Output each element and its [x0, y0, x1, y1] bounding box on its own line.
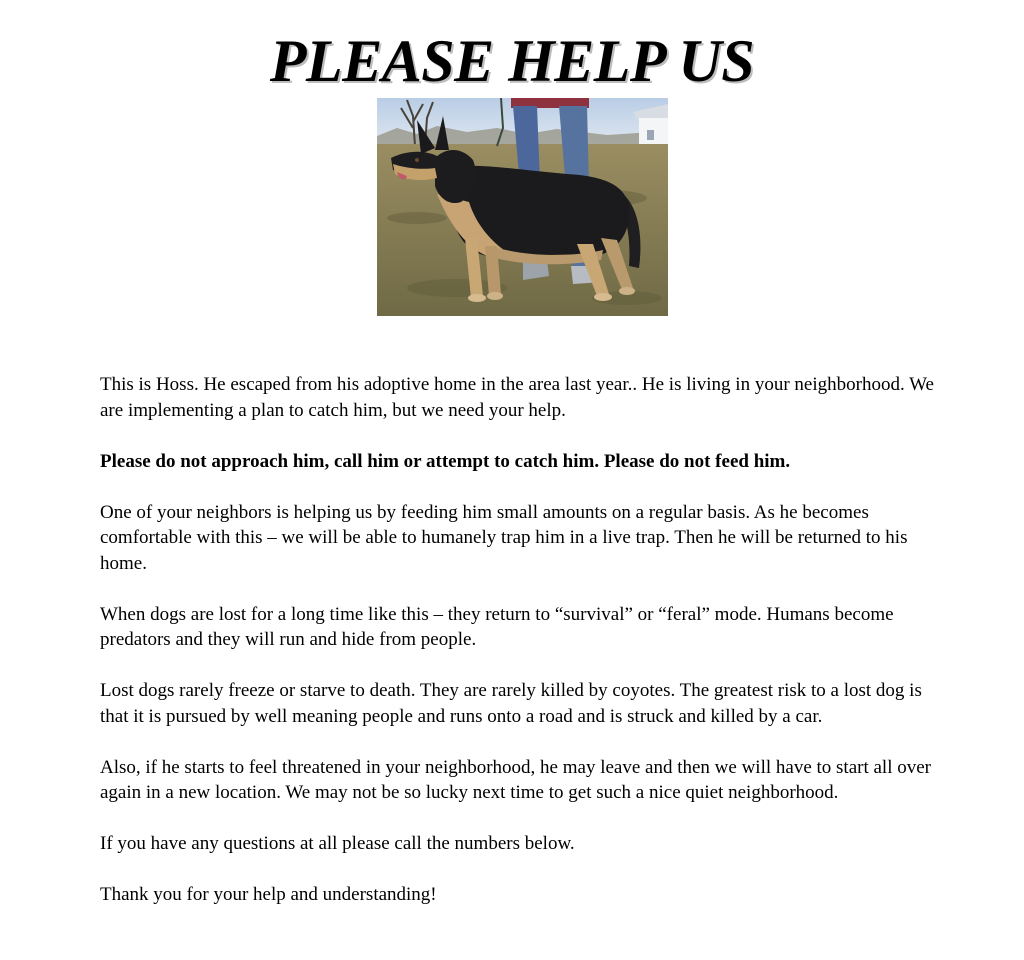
paragraph-feral: When dogs are lost for a long time like this – they return to “survival” or “feral” mode. Humans become predators and they will run and hide from people. — [100, 603, 894, 650]
paragraph-intro: This is Hoss. He escaped from his adoptive home in the area last year.. He is living in your neighborhood. We are implementing a plan to catch him, but we need your help. — [100, 374, 934, 421]
flyer-title: PLEASE HELP US — [269, 28, 755, 94]
paragraph-plan: One of your neighbors is helping us by feeding him small amounts on a regular basis. As he becomes comfortable with this – we will be able to humanely trap him in a live trap. Then he will be returned to his home. — [100, 501, 908, 574]
paragraph-risk: Lost dogs rarely freeze or starve to death. They are rarely killed by coyotes. The greatest risk to a lost dog is that it is pursued by well meaning people and runs onto a road and is struck and killed by a car. — [100, 680, 922, 727]
dog-photo — [377, 98, 668, 316]
paragraph-questions: If you have any questions at all please call the numbers below. — [100, 833, 575, 854]
paragraph-thanks: Thank you for your help and understanding! — [100, 884, 437, 905]
flyer-body — [100, 372, 950, 933]
paragraph-threatened: Also, if he starts to feel threatened in your neighborhood, he may leave and then we will have to start all over again in a new location. We may not be so lucky next time to get such a nice quiet neighborhood. — [100, 756, 931, 803]
paragraph-warning: Please do not approach him, call him or attempt to catch him. Please do not feed him. — [100, 450, 791, 472]
